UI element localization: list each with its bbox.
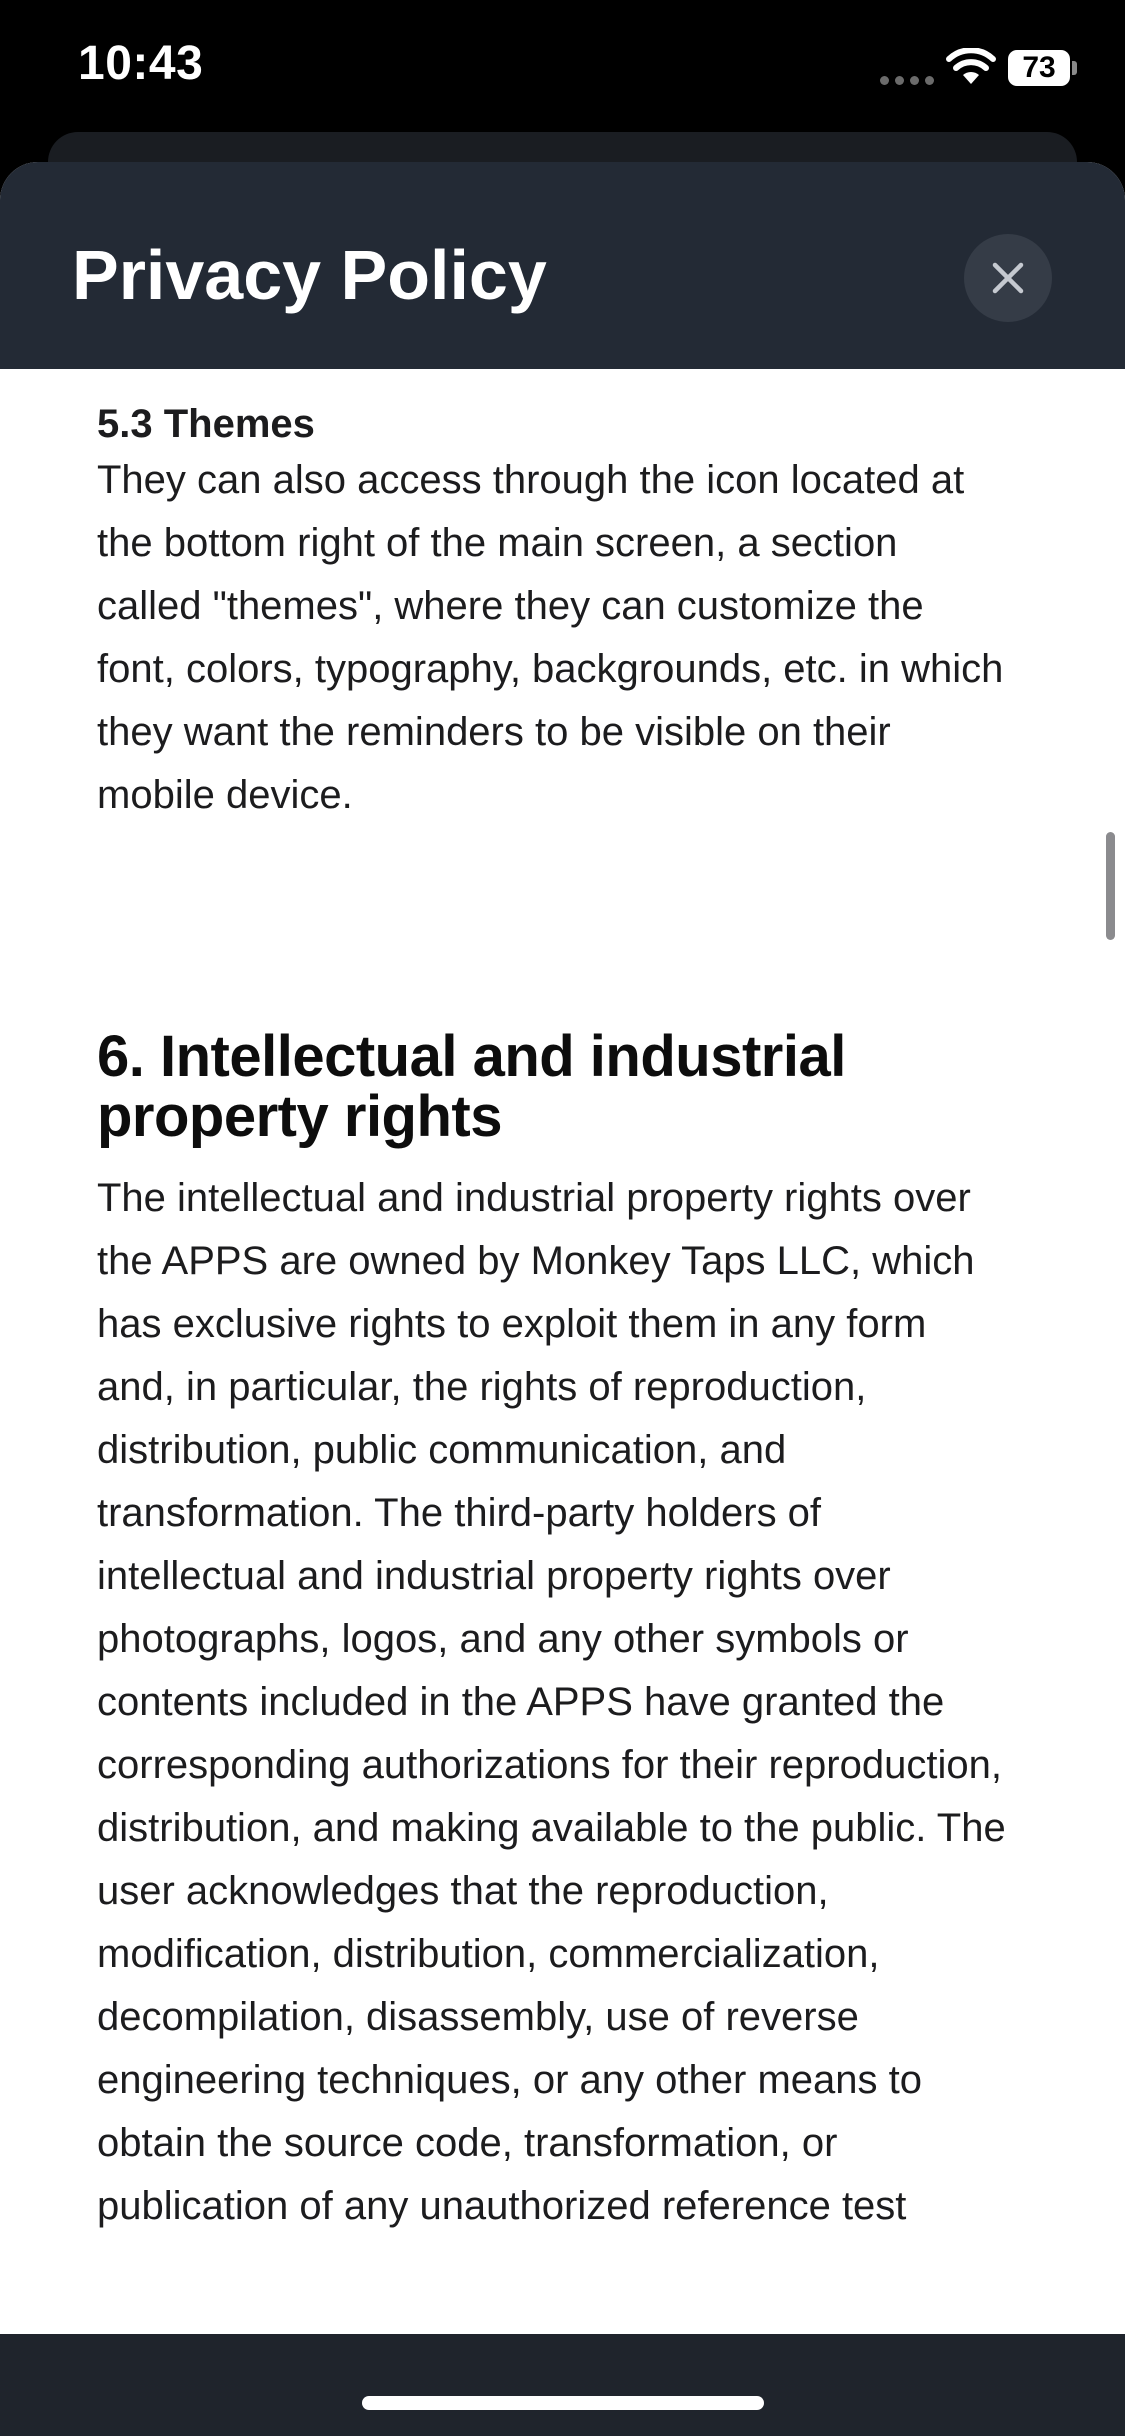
- close-button[interactable]: [964, 234, 1052, 322]
- home-indicator[interactable]: [362, 2396, 764, 2410]
- close-icon: [991, 261, 1025, 295]
- subsection-heading: 5.3 Themes: [97, 402, 315, 446]
- status-time: 10:43: [78, 37, 204, 90]
- privacy-policy-sheet: [0, 162, 1125, 2436]
- section-heading: 6. Intellectual and industrial property rights: [97, 1024, 846, 1149]
- battery-level: 73: [1008, 50, 1070, 86]
- section-paragraph: The intellectual and industrial property rights over the APPS are owned by Monkey Taps LLC, which has exclusive rights to exploit them in any form and, in particular, the rights of reproduction, distribution, public communication, and transformation. The third-party holders of intellectual and industrial property rights over photographs, logos, and any other symbols or contents included in the APPS have granted the corresponding authorizations for their reproduction, distribution, and making available to the public. The user acknowledges that the reproduction, modification, distribution, commercialization, decompilation, disassembly, use of reverse engineering techniques, or any other means to obtain the source code, transformation, or publication of any unauthorized reference test: [97, 1176, 1006, 2228]
- battery-icon: [1008, 50, 1078, 86]
- cellular-signal-icon: [880, 76, 934, 86]
- sheet-header: [0, 162, 1125, 369]
- status-bar: [0, 0, 1125, 140]
- wifi-icon: [946, 48, 996, 86]
- home-bar: [0, 2334, 1125, 2436]
- subsection-paragraph: They can also access through the icon located at the bottom right of the main screen, a section called "themes", where they can customize the font, colors, typography, backgrounds, etc. in which they want the reminders to be visible on their mobile device.: [97, 458, 1004, 817]
- sheet-title: Privacy Policy: [72, 236, 547, 314]
- scroll-indicator[interactable]: [1106, 832, 1115, 940]
- policy-content: [97, 369, 1007, 2238]
